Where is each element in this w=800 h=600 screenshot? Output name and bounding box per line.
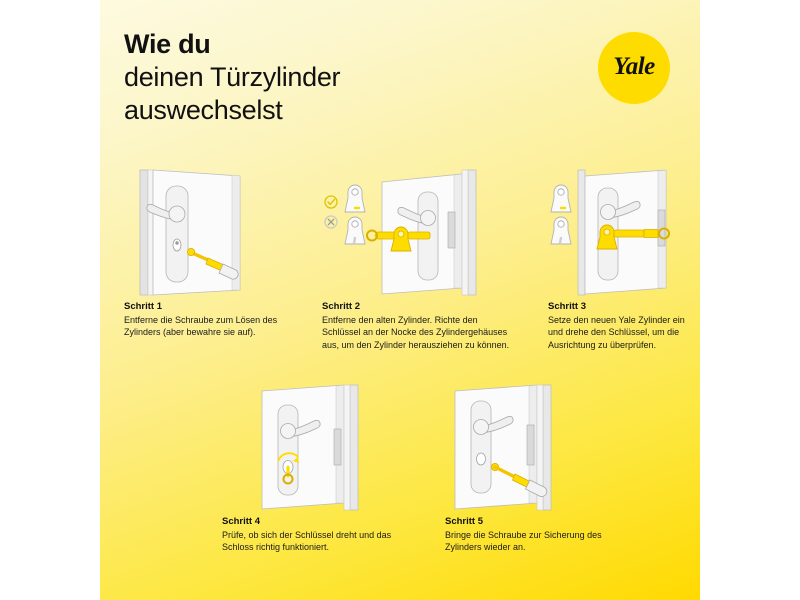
step-3-title: Schritt 3 [548,301,587,312]
headline-line-1: Wie du [124,29,211,59]
step-1-illustration [124,170,302,295]
step-5-body: Bringe die Schraube zur Sicherung des Zylinders wieder an. [445,530,602,553]
step-1-body: Entferne die Schraube zum Lösen des Zylinders (aber bewahre sie auf). [124,315,278,338]
step-2-title: Schritt 2 [322,301,361,312]
yale-logo-text: Yale [613,53,655,80]
step-1-title: Schritt 1 [124,301,163,312]
headline-line-2: deinen Türzylinder [124,61,341,92]
step-card-1 [124,170,302,339]
step-5-illustration [445,385,635,510]
headline-line-3: auswechselst [124,94,283,125]
step-5-title: Schritt 5 [445,516,484,527]
left-margin [0,0,100,600]
step-card-3 [548,170,698,351]
page-title [124,28,474,127]
step-card-2 [322,170,512,351]
poster-panel [100,0,700,600]
step-4-illustration [222,385,400,510]
step-3-illustration [548,170,698,295]
step-2-illustration [322,170,512,295]
step-card-5 [445,385,635,554]
right-margin [700,0,800,600]
step-4-body: Prüfe, ob sich der Schlüssel dreht und das Schloss richtig funktioniert. [222,530,392,553]
step-2-body: Entferne den alten Zylinder. Richte den Schlüssel an der Nocke des Zylindergehäuses aus, um den Zylinder herausziehen zu können. [322,315,510,350]
yale-logo [598,32,670,104]
step-3-body: Setze den neuen Yale Zylinder ein und drehe den Schlüssel, um die Ausrichtung zu überprüfen. [548,315,685,350]
step-card-4 [222,385,400,554]
step-4-title: Schritt 4 [222,516,261,527]
